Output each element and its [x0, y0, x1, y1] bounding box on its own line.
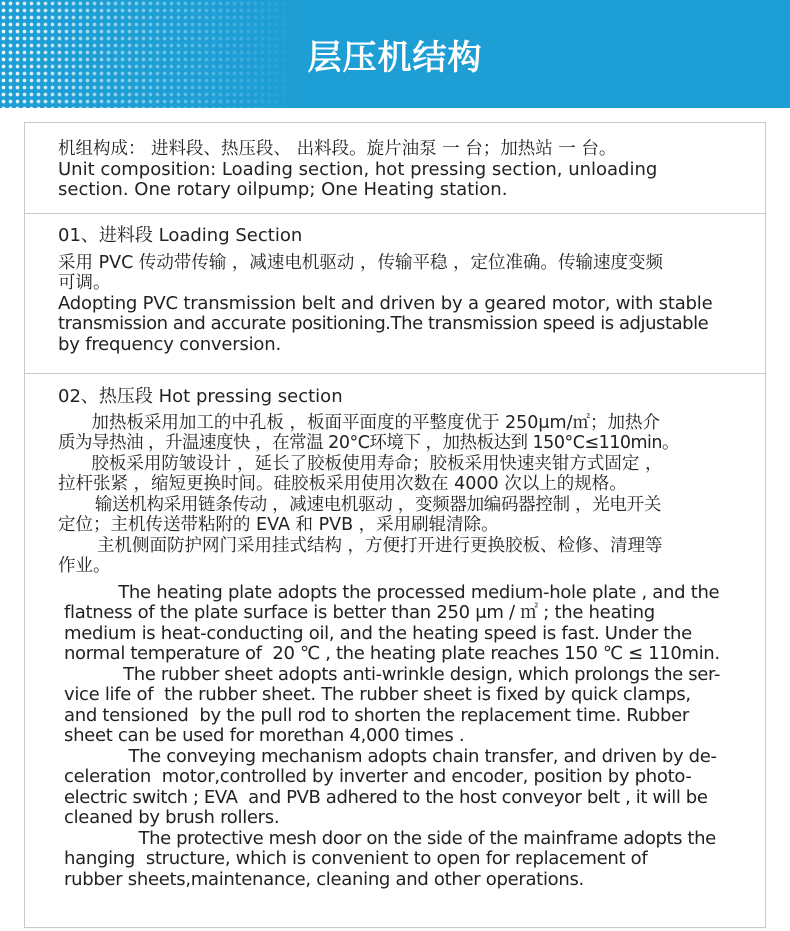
section-line-cn: 输送机构采用链条传动 ，减速电机驱动 ，变频器加编码器控制 ，光电开关: [58, 494, 662, 515]
section-line-en: hanging structure, which is convenient to open for replacement of: [64, 848, 648, 869]
intro-block: [58, 139, 768, 201]
section-line-cn: 作业。: [58, 556, 111, 576]
intro-line: Unit composition: Loading section, hot pressing section, unloading: [58, 158, 658, 180]
section-line-cn: 加热板采用加工的中孔板 ，板面平面度的平整度优于 250μm/㎡；加热介: [58, 412, 660, 433]
section-line-en: flatness of the plate surface is better than 250 μm / ㎡ ; the heating: [64, 602, 655, 623]
section-loading: [58, 226, 768, 355]
section-divider: [24, 213, 766, 214]
section-line: by frequency conversion.: [58, 333, 281, 355]
section-line: 采用 PVC 传动带传输 ，减速电机驱动 ，传输平稳 ，定位准确。传输速度变频: [58, 252, 664, 273]
section-line-en: celeration motor,controlled by inverter and encoder, position by photo-: [64, 766, 692, 787]
section-line-en: cleaned by brush rollers.: [64, 807, 280, 828]
section-heading: 01、进料段 Loading Section: [58, 225, 303, 246]
section-line-cn: 胶板采用防皱设计 ，延长了胶板使用寿命；胶板采用快速夹钳方式固定 ，: [58, 453, 663, 474]
section-line-en: rubber sheets,maintenance, cleaning and other operations.: [64, 868, 584, 890]
section-line: 可调。: [58, 273, 111, 293]
section-line-cn: 质为导热油 ，升温速度快 ，在常温 20°C环境下 ，加热板达到 150°C≤110min。: [58, 433, 679, 453]
section-line-en: The heating plate adopts the processed medium-hole plate , and the: [64, 581, 720, 603]
section-heading: 02、热压段 Hot pressing section: [58, 386, 343, 407]
header-banner: [0, 0, 790, 108]
section-line-cn: 主机侧面防护网门采用挂式结构 ，方便打开进行更换胶板、检修、清理等: [58, 535, 663, 556]
section-line-cn: 拉杆张紧 ，缩短更换时间。硅胶板采用使用次数在 4000 次以上的规格。: [58, 474, 627, 494]
section-line: Adopting PVC transmission belt and driven by a geared motor, with stable: [58, 292, 713, 314]
section-line-en: The conveying mechanism adopts chain transfer, and driven by de-: [64, 745, 717, 767]
section-line-en: The protective mesh door on the side of the mainframe adopts the: [64, 827, 716, 849]
section-line: transmission and accurate positioning.The transmission speed is adjustable: [58, 313, 709, 334]
section-line-cn: 定位；主机传送带粘附的 EVA 和 PVB ，采用刷辊清除。: [58, 515, 499, 535]
section-line-en: medium is heat-conducting oil, and the heating speed is fast. Under the: [64, 622, 692, 644]
section-line-en: vice life of the rubber sheet. The rubber sheet is fixed by quick clamps,: [64, 684, 691, 705]
intro-line: 机组构成： 进料段、热压段、 出料段。旋片油泵 一 台；加热站 一 台。: [58, 139, 617, 159]
section-line-en: and tensioned by the pull rod to shorten the replacement time. Rubber: [64, 704, 690, 726]
section-line-en: The rubber sheet adopts anti-wrinkle design, which prolongs the ser-: [64, 663, 721, 685]
section-line-en: electric switch ; EVA and PVB adhered to the host conveyor belt , it will be: [64, 786, 708, 808]
section-hot-pressing: [58, 387, 768, 890]
section-divider: [24, 373, 766, 374]
section-line-en: normal temperature of 20 ℃ , the heating plate reaches 150 ℃ ≤ 110min.: [64, 643, 720, 664]
section-line-en: sheet can be used for morethan 4,000 times .: [64, 725, 465, 746]
page-title: 层压机结构: [307, 38, 483, 78]
intro-line: section. One rotary oilpump; One Heating station.: [58, 179, 508, 200]
